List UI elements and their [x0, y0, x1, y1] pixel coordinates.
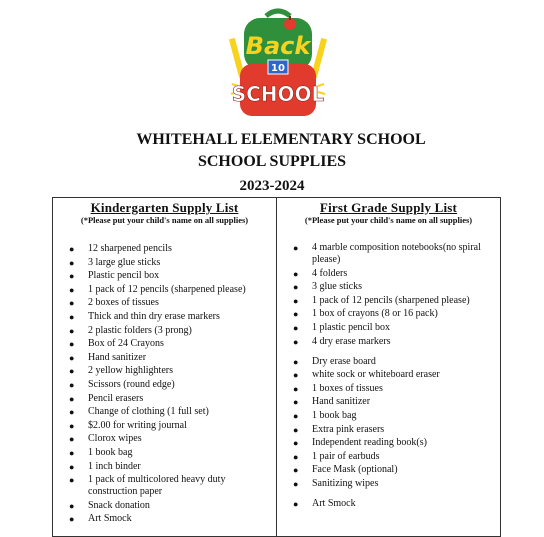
list-item-text: Independent reading book(s) [312, 437, 427, 449]
bullet-icon: ● [69, 298, 75, 309]
list-item-text: 3 large glue sticks [88, 256, 161, 268]
list-item-text: 4 marble composition notebooks(no spiral please) [312, 242, 481, 265]
list-item-text: Hand sanitizer [312, 396, 371, 408]
bullet-icon: ● [293, 383, 299, 394]
bullet-icon: ● [293, 397, 299, 408]
list-item [53, 352, 276, 364]
list-item-text: 1 book bag [312, 409, 357, 421]
list-item [277, 369, 500, 381]
bullet-icon: ● [293, 268, 299, 279]
list-item-text: 4 folders [312, 267, 348, 279]
list-item [53, 447, 276, 459]
list-item-text: Clorox wipes [88, 433, 142, 445]
list-item [277, 308, 500, 320]
bullet-icon: ● [69, 257, 75, 268]
bullet-icon: ● [69, 420, 75, 431]
bullet-icon: ● [293, 438, 299, 449]
list-item [53, 420, 276, 432]
bullet-icon: ● [69, 407, 75, 418]
list-item-text: 1 inch binder [88, 460, 141, 472]
bullet-icon: ● [69, 366, 75, 377]
bullet-icon: ● [69, 271, 75, 282]
list-item [53, 270, 276, 282]
bullet-icon: ● [69, 311, 75, 322]
list-item-text: Snack donation [88, 499, 150, 511]
list-item [53, 365, 276, 377]
bullet-icon: ● [69, 447, 75, 458]
list-item-text: Thick and thin dry erase markers [88, 310, 220, 322]
list-item-text: 1 pack of 12 pencils (sharpened please) [88, 283, 246, 295]
bullet-icon: ● [69, 514, 75, 525]
list-item [277, 281, 500, 293]
list-item [53, 297, 276, 309]
bullet-icon: ● [69, 434, 75, 445]
list-item [53, 393, 276, 405]
list-item [277, 396, 500, 408]
bullet-icon: ● [293, 336, 299, 347]
bullet-icon: ● [293, 370, 299, 381]
list-item [277, 295, 500, 307]
list-item [53, 325, 276, 337]
list-item-text: 1 pack of multicolored heavy duty construction paper [88, 474, 226, 498]
list-item [277, 464, 500, 476]
list-item-text: 1 pack of 12 pencils (sharpened please) [312, 294, 470, 306]
kindergarten-list [53, 243, 276, 525]
list-item-text: 1 box of crayons (8 or 16 pack) [312, 308, 438, 320]
list-item-text: $2.00 for writing journal [88, 419, 187, 431]
list-item [277, 322, 500, 334]
list-item-text: Box of 24 Crayons [88, 338, 164, 350]
bullet-icon: ● [293, 498, 299, 509]
list-item-text: 2 boxes of tissues [88, 297, 159, 309]
list-item [53, 379, 276, 391]
list-item-text: Change of clothing (1 full set) [88, 406, 209, 418]
bullet-icon: ● [69, 339, 75, 350]
first-grade-list [277, 242, 500, 510]
list-item [53, 433, 276, 445]
bullet-icon: ● [69, 379, 75, 390]
list-item-text: 12 sharpened pencils [88, 243, 172, 254]
bullet-icon: ● [293, 322, 299, 333]
bullet-icon: ● [69, 284, 75, 295]
list-item-text: Art Smock [88, 513, 132, 525]
list-item [277, 437, 500, 449]
list-item [277, 242, 500, 266]
bullet-icon: ● [69, 244, 75, 254]
page-subtitle: SCHOOL SUPPLIES [197, 153, 347, 170]
list-item [277, 478, 500, 490]
list-item-text: white sock or whiteboard eraser [312, 369, 440, 381]
list-item [277, 268, 500, 280]
list-item [277, 383, 500, 395]
list-item [53, 338, 276, 350]
list-item [53, 461, 276, 473]
list-item-text: 1 pair of earbuds [312, 450, 380, 462]
bullet-icon: ● [69, 352, 75, 363]
list-item [53, 474, 276, 498]
bullet-icon: ● [293, 478, 299, 489]
list-item-text: Scissors (round edge) [88, 378, 175, 390]
list-item-text: Hand sanitizer [88, 351, 147, 363]
list-item-text: 1 plastic pencil box [312, 321, 391, 333]
bullet-icon: ● [293, 282, 299, 293]
list-item-text: 1 book bag [88, 446, 133, 458]
back-to-school-logo [228, 8, 328, 120]
list-item [53, 311, 276, 323]
bullet-icon: ● [293, 243, 299, 253]
list-item [277, 336, 500, 348]
list-item-text: Pencil erasers [88, 392, 144, 404]
list-item [277, 424, 500, 436]
kindergarten-note: (*Please put your child's name on all supplies) [80, 215, 249, 225]
logo-school-text: SCHOOL [231, 82, 325, 106]
list-item-text: Dry erase board [312, 355, 376, 367]
list-item-text: 2 plastic folders (3 prong) [88, 324, 192, 336]
list-item-text: 4 dry erase markers [312, 335, 391, 347]
list-item-text: Extra pink erasers [312, 423, 385, 435]
list-item [53, 513, 276, 525]
bullet-icon: ● [293, 295, 299, 306]
list-item [277, 356, 500, 368]
list-item [277, 451, 500, 463]
bullet-icon: ● [293, 424, 299, 435]
bullet-icon: ● [293, 451, 299, 462]
list-item [53, 500, 276, 512]
list-item-text: Plastic pencil box [88, 270, 160, 282]
list-item-text: 3 glue sticks [312, 281, 362, 293]
bullet-icon: ● [69, 500, 75, 511]
bullet-icon: ● [69, 393, 75, 404]
list-item-text: 2 yellow highlighters [88, 365, 173, 377]
bullet-icon: ● [293, 356, 299, 367]
bullet-icon: ● [69, 325, 75, 336]
list-item [53, 406, 276, 418]
list-item-text: Art Smock [312, 497, 356, 509]
list-item [53, 257, 276, 269]
bullet-icon: ● [293, 309, 299, 320]
kindergarten-title: Kindergarten Supply List [90, 200, 239, 215]
list-item [277, 498, 500, 510]
list-item-text: Sanitizing wipes [312, 477, 379, 489]
list-item [53, 243, 276, 255]
school-year: 2023-2024 [239, 178, 305, 194]
list-item [277, 410, 500, 422]
list-item-text: Face Mask (optional) [312, 464, 398, 476]
bullet-icon: ● [69, 475, 75, 486]
bullet-icon: ● [69, 461, 75, 472]
logo-to-text: 10 [271, 63, 285, 74]
bullet-icon: ● [293, 465, 299, 476]
logo-back-text: Back [245, 32, 311, 60]
first-grade-title: First Grade Supply List [319, 200, 458, 215]
list-item-text: 1 boxes of tissues [312, 382, 383, 394]
school-name: WHITEHALL ELEMENTARY SCHOOL [136, 131, 426, 148]
first-grade-note: (*Please put your child's name on all supplies) [304, 215, 473, 225]
first-grade-column [277, 200, 500, 512]
kindergarten-column [53, 200, 276, 527]
bullet-icon: ● [293, 410, 299, 421]
list-item [53, 284, 276, 296]
